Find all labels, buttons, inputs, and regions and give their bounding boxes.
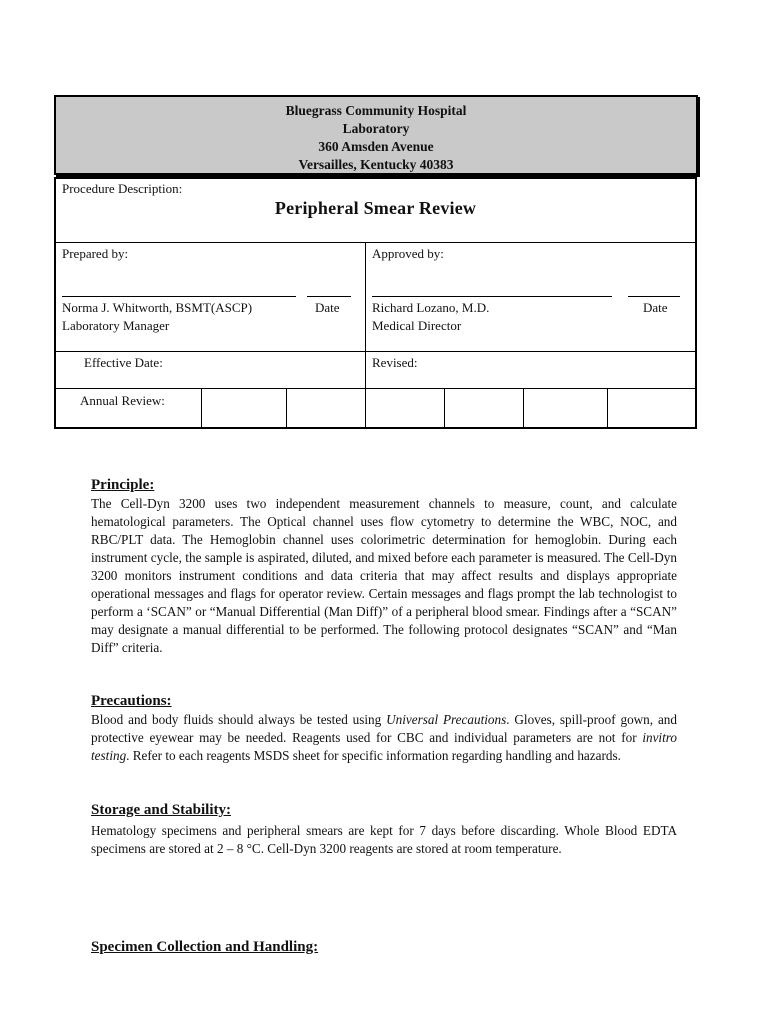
hospital-name: Bluegrass Community Hospital bbox=[285, 103, 467, 118]
specimen-heading: Specimen Collection and Handling: bbox=[91, 939, 319, 955]
city-state-zip: Versailles, Kentucky 40383 bbox=[298, 157, 454, 172]
revised-label: Revised: bbox=[372, 355, 418, 370]
approved-by-label: Approved by: bbox=[372, 246, 444, 261]
storage-heading: Storage and Stability: bbox=[91, 802, 232, 818]
principle-heading: Principle: bbox=[91, 477, 155, 493]
department-name: Laboratory bbox=[342, 121, 410, 136]
approver-date-label: Date bbox=[643, 300, 668, 315]
preparer-date-label: Date bbox=[315, 300, 340, 315]
principle-text: The Cell-Dyn 3200 uses two independent measurement channels to measure, count, and calculate hematological parameters. The Optical channel uses flow cytometry to determine the WBC, NOC, and RBC/PLT data. The Hemoglobin channel uses colorimetric determination for hemoglobin. During each instrument cycle, the sample is aspirated, diluted, and mixed before each parameter is measured. The Cell-Dyn 3200 monitors instrument conditions and data criteria that may affect results and displays appropriate operational messages and flags for operator review. Certain messages and flags prompt the lab technologist to perform a ‘SCAN” or “Manual Differential (Man Diff)” of a peripheral blood smear. Findings after a “SCAN” may designate a manual differential to be performed. The following protocol designates “SCAN” and “Man Diff” criteria. bbox=[91, 496, 677, 655]
procedure-title: Peripheral Smear Review bbox=[274, 198, 477, 218]
approver-name: Richard Lozano, M.D. bbox=[372, 300, 490, 315]
approver-date-line bbox=[628, 296, 680, 297]
precautions-heading: Precautions: bbox=[91, 693, 172, 709]
preparer-signature-line bbox=[62, 296, 296, 297]
divider bbox=[523, 388, 524, 427]
divider bbox=[56, 351, 695, 352]
approver-signature-line bbox=[372, 296, 612, 297]
prepared-by-label: Prepared by: bbox=[62, 246, 129, 261]
divider bbox=[444, 388, 445, 427]
preparer-name: Norma J. Whitworth, BSMT(ASCP) bbox=[62, 300, 253, 315]
storage-text: Hematology specimens and peripheral smears are kept for 7 days before discarding. Whole Blood EDTA specimens are stored at 2 – 8 °C. Cell-Dyn 3200 reagents are stored at room temperature. bbox=[91, 823, 677, 856]
divider bbox=[56, 242, 695, 243]
divider bbox=[365, 242, 366, 427]
procedure-form-table bbox=[54, 177, 697, 429]
approver-role: Medical Director bbox=[372, 318, 462, 333]
divider bbox=[201, 388, 202, 427]
italic-term: Universal Precautions bbox=[386, 712, 507, 727]
italic-term: invitro testing bbox=[91, 730, 677, 763]
effective-date-label: Effective Date: bbox=[84, 355, 163, 370]
divider bbox=[56, 388, 695, 389]
precautions-text: Blood and body fluids should always be tested using Universal Precautions. Gloves, spill-proof gown, and protective eyewear may be needed. Reagents used for CBC and individual parameters are not for invitro testing. Refer to each reagents MSDS sheet for specific information regarding handling and hazards. bbox=[91, 712, 677, 763]
preparer-date-line bbox=[307, 296, 351, 297]
preparer-role: Laboratory Manager bbox=[62, 318, 170, 333]
hospital-header bbox=[54, 95, 698, 175]
annual-review-label: Annual Review: bbox=[80, 393, 165, 408]
street-address: 360 Amsden Avenue bbox=[318, 139, 434, 154]
procedure-description-label: Procedure Description: bbox=[62, 181, 183, 196]
divider bbox=[286, 388, 287, 427]
divider bbox=[607, 388, 608, 427]
